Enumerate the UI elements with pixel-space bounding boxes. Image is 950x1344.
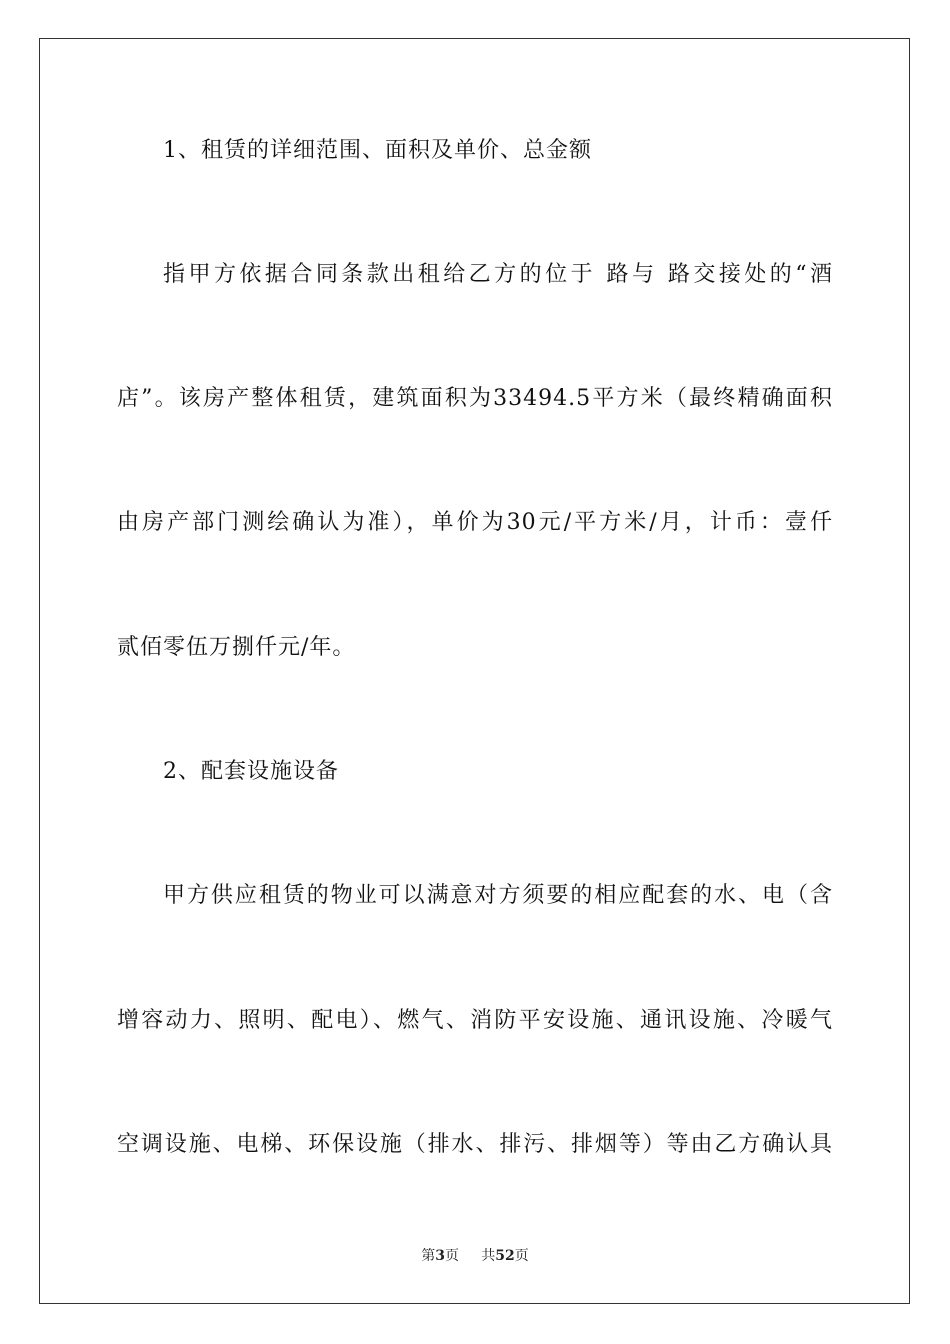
paragraph-line: 贰佰零伍万捌仟元/年。 [117, 635, 356, 660]
total-prefix: 共 [481, 1248, 496, 1264]
page-number: 3 [435, 1248, 445, 1264]
total-suffix: 页 [514, 1248, 529, 1264]
paragraph-line: 指甲方依据合同条款出租给乙方的位于 路与 路交接处的“酒 [163, 262, 833, 287]
paragraph-line: 由房产部门测绘确认为准），单价为30元/平方米/月，计币：壹仟 [117, 510, 833, 535]
page-footer [0, 1246, 950, 1266]
page-prefix: 第 [421, 1248, 436, 1264]
paragraph-line: 增容动力、照明、配电）、燃气、消防平安设施、通讯设施、冷暖气 [117, 1008, 833, 1033]
total-pages: 52 [495, 1248, 515, 1264]
paragraph-line: 甲方供应租赁的物业可以满意对方须要的相应配套的水、电（含 [163, 883, 833, 908]
paragraph-line: 空调设施、电梯、环保设施（排水、排污、排烟等）等由乙方确认具 [117, 1132, 833, 1157]
page-border [39, 38, 910, 1304]
page-suffix: 页 [445, 1248, 459, 1264]
paragraph-line: 店”。该房产整体租赁，建筑面积为33494.5平方米（最终精确面积 [117, 386, 833, 411]
section-heading-2: 2、配套设施设备 [163, 759, 339, 784]
section-heading-1: 1、租赁的详细范围、面积及单价、总金额 [163, 138, 592, 163]
